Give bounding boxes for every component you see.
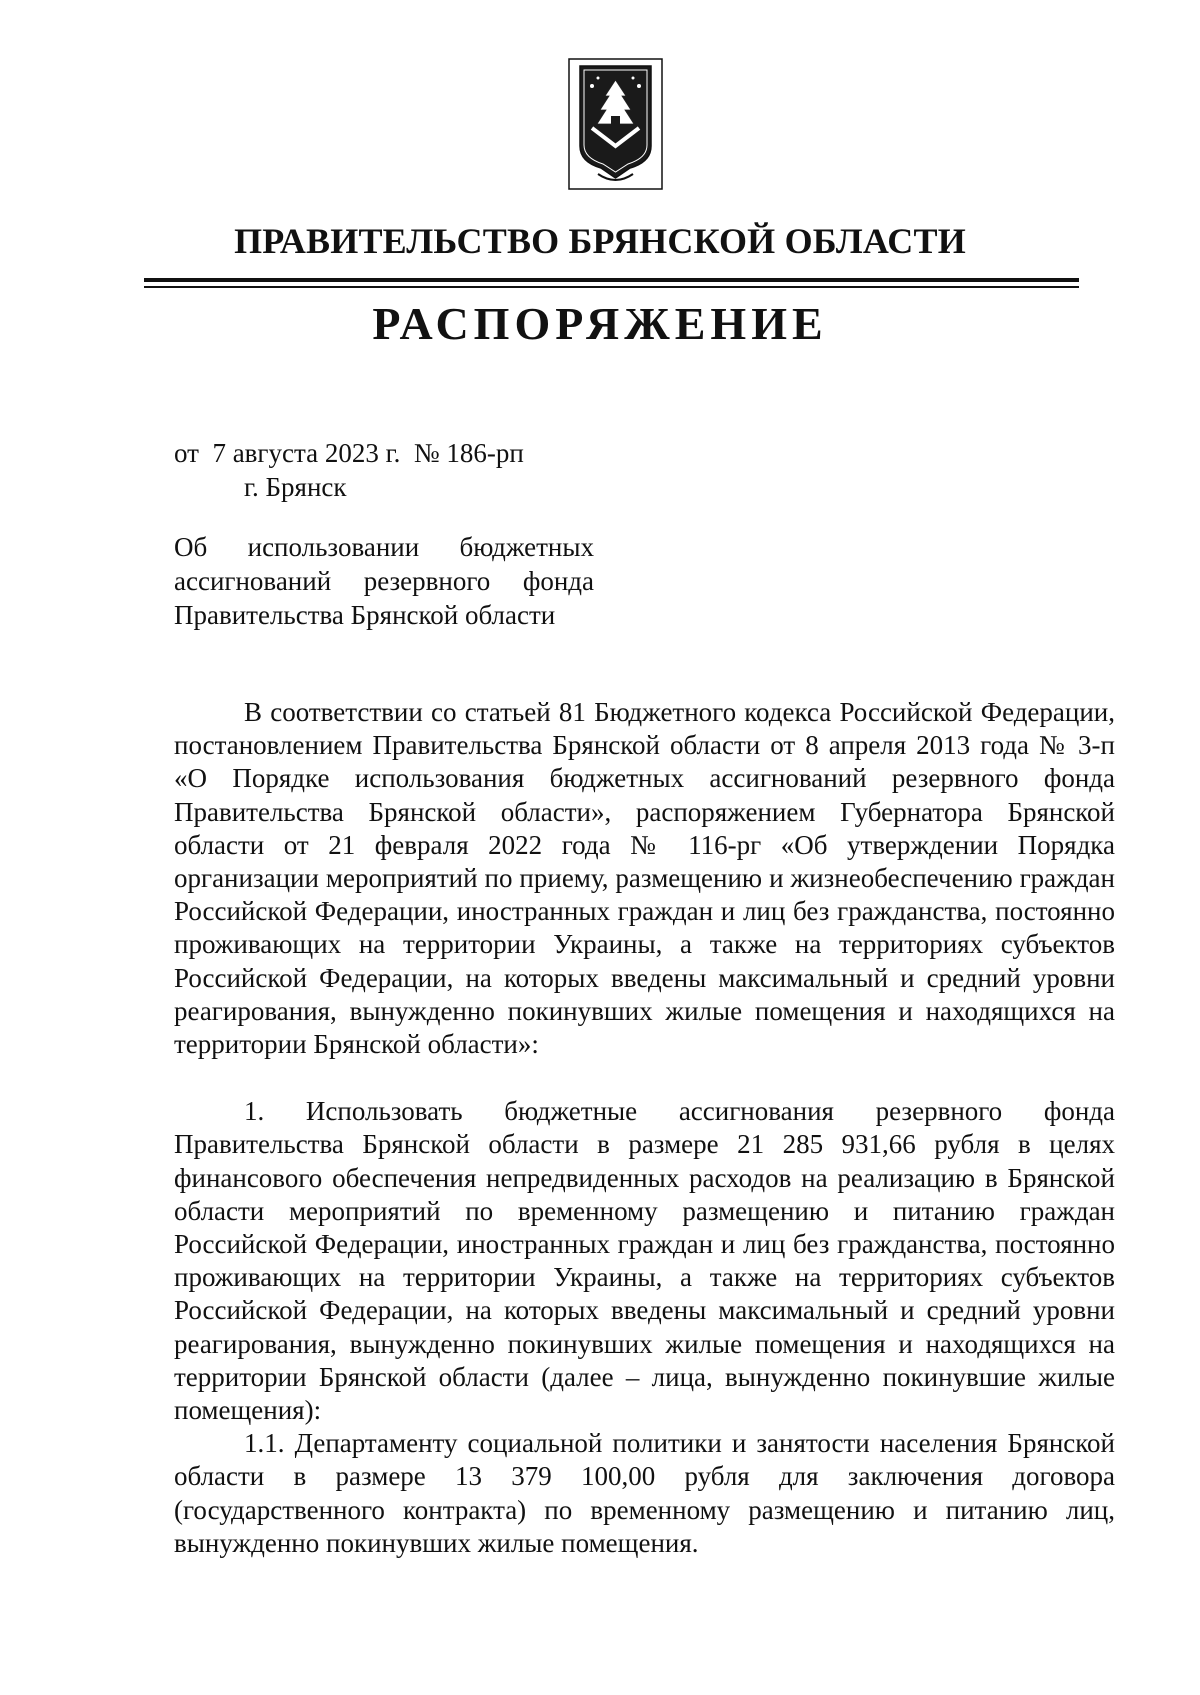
header-rule-thin	[144, 286, 1079, 288]
document-body	[174, 696, 1115, 1560]
header-rule-thick	[144, 278, 1079, 282]
brjansk-coat-of-arms-icon	[568, 58, 663, 190]
item-1-paragraph: 1. Использовать бюджетные ассигнования резервного фонда Правительства Брянской области в размере 21 285 931,66 рубля в целях финансового обеспечения непредвиденных расходов на реализацию в Брянской области мероприятий по временному размещению и питанию граждан Российской Федерации, иностранных граждан и лиц без гражданства, постоянно проживающих на территории Украины, а также на территориях субъектов Российской Федерации, на которых введены максимальный и средний уровни реагирования, вынужденно покинувших жилые помещения и находящихся на территории Брянской области (далее – лица, вынужденно покинувшие жилые помещения):	[174, 1096, 1115, 1426]
document-type-title: РАСПОРЯЖЕНИЕ	[372, 298, 828, 349]
preamble-paragraph: В соответствии со статьей 81 Бюджетного кодекса Российской Федерации, постановлением Правительства Брянской области от 8 апреля 2013 года № 3-п «О Порядке использования бюджетных ассигнований резервного фонда Правительства Брянской области», распоряжением Губернатора Брянской области от 21 февраля 2022 года № 116-рг «Об утверждении Порядка организации мероприятий по приему, размещению и жизнеобеспечению граждан Российской Федерации, иностранных граждан и лиц без гражданства, постоянно проживающих на территории Украины, а также на территориях субъектов Российской Федерации, на которых введены максимальный и средний уровни реагирования, вынужденно покинувших жилые помещения и находящихся на территории Брянской области»:	[174, 697, 1115, 1060]
item-1-1-paragraph: 1.1. Департаменту социальной политики и занятости населения Брянской области в размере 13 379 100,00 рубля для заключения договора (государственного контракта) по временному размещению и питанию лиц, вынужденно покинувших жилые помещения.	[174, 1428, 1115, 1558]
city: г. Брянск	[244, 472, 347, 502]
subject-line: ассигнований резервного фонда	[174, 566, 594, 596]
document-meta	[174, 436, 524, 504]
organization-title: ПРАВИТЕЛЬСТВО БРЯНСКОЙ ОБЛАСТИ	[234, 221, 966, 261]
document-subject	[174, 530, 594, 632]
date-and-number: от 7 августа 2023 г. № 186-рп	[174, 438, 524, 468]
subject-line: Об использовании бюджетных	[174, 532, 594, 562]
subject-line: Правительства Брянской области	[174, 600, 556, 630]
